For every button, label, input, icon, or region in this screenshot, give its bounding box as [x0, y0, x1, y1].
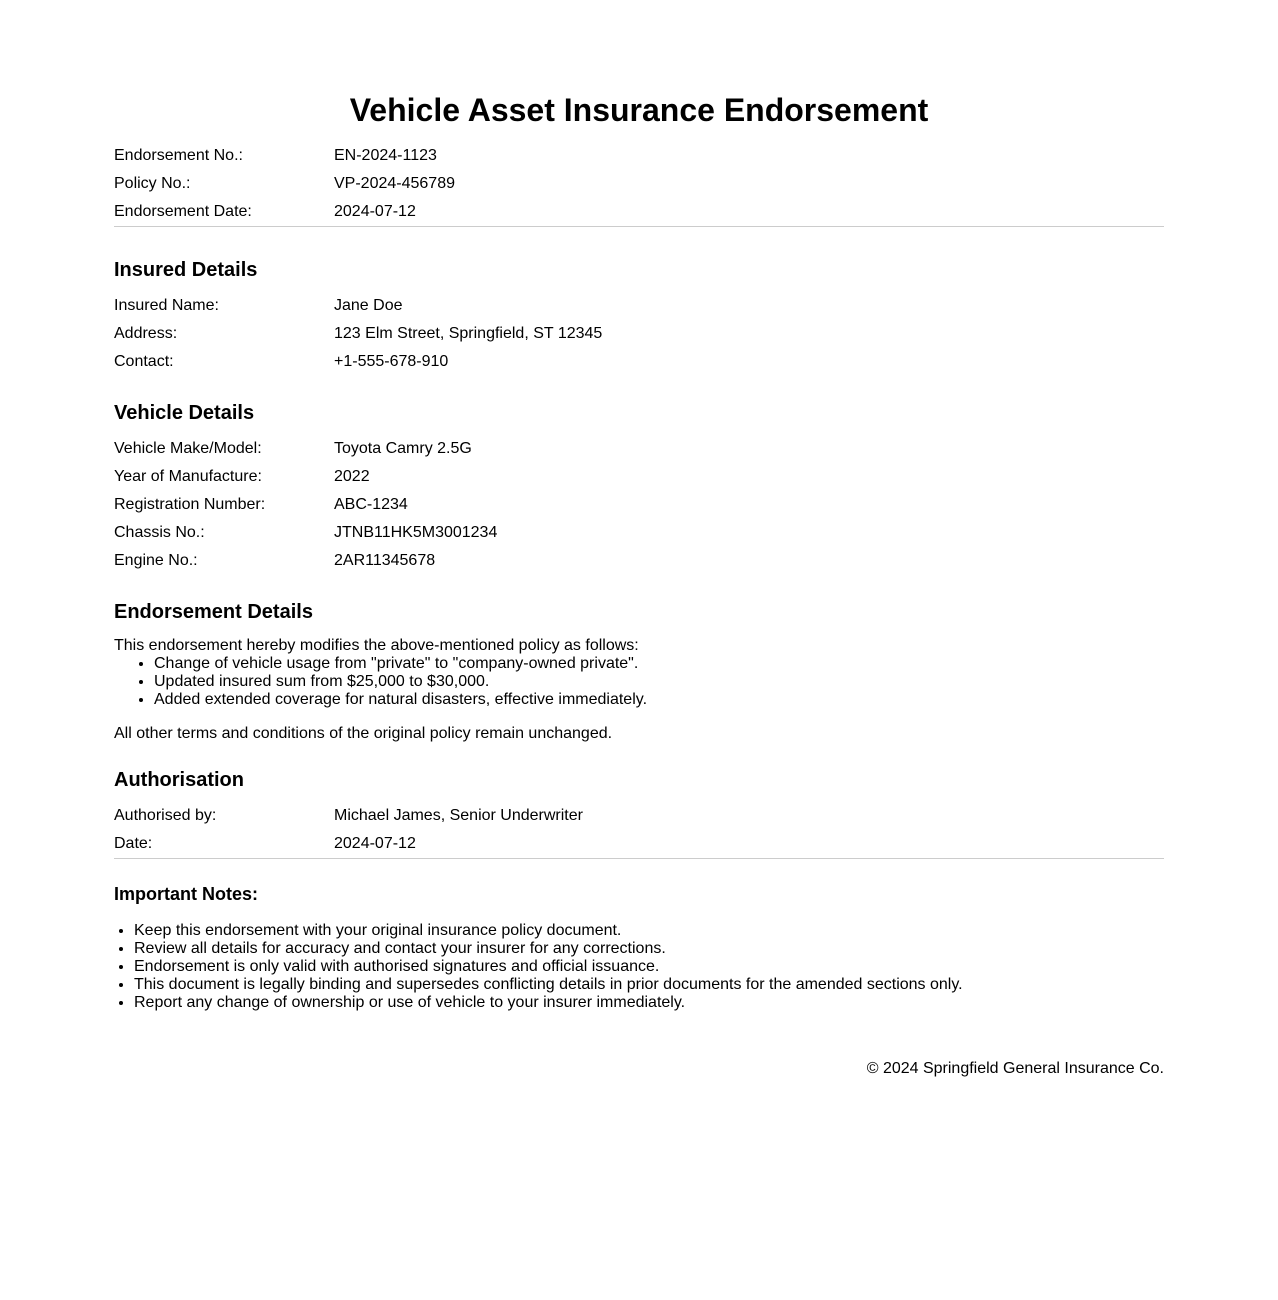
divider [114, 858, 1164, 859]
notes-heading: Important Notes: [114, 884, 258, 904]
authorised-by-value: Michael James, Senior Underwriter [334, 807, 583, 824]
year-value: 2022 [334, 468, 370, 485]
divider [114, 226, 1164, 227]
section-heading: Authorisation [114, 769, 244, 791]
chassis-row [114, 519, 1164, 547]
list-item: • Updated insured sum from $25,000 to $30,000. [154, 673, 1164, 691]
list-item: • Added extended coverage for natural disasters, effective immediately. [154, 691, 1164, 709]
field-label: Year of Manufacture: [114, 468, 262, 485]
field-label: Authorised by: [114, 807, 217, 824]
registration-row [114, 491, 1164, 519]
registration-value: ABC-1234 [334, 496, 408, 513]
endorsement-no-value: EN-2024-1123 [334, 147, 437, 164]
copyright-footer: © 2024 Springfield General Insurance Co. [866, 1060, 1164, 1077]
year-row [114, 463, 1164, 491]
engine-value: 2AR11345678 [334, 552, 436, 569]
field-label: Endorsement Date: [114, 203, 252, 220]
endorsement-date-row [114, 198, 1164, 226]
insured-name-value: Jane Doe [334, 297, 403, 314]
insured-details-section [114, 256, 1164, 376]
authorisation-date-value: 2024-07-12 [334, 835, 416, 852]
endorsement-outro: All other terms and conditions of the original policy remain unchanged. [114, 725, 613, 742]
engine-row [114, 547, 1164, 575]
vehicle-fields [114, 435, 1164, 575]
endorsement-document [114, 0, 1164, 1078]
authorised-by-row [114, 802, 1164, 830]
section-heading: Insured Details [114, 259, 258, 281]
authorisation-fields [114, 802, 1164, 858]
document-title: Vehicle Asset Insurance Endorsement [349, 92, 929, 128]
policy-no-value: VP-2024-456789 [334, 175, 455, 192]
field-label: Contact: [114, 353, 174, 370]
policy-no-row [114, 170, 1164, 198]
list-item: • Keep this endorsement with your original insurance policy document. [134, 922, 1164, 940]
list-item: • Change of vehicle usage from "private" to "company-owned private". [154, 655, 1164, 673]
list-item: • Endorsement is only valid with authorised signatures and official issuance. [134, 958, 1164, 976]
address-value: 123 Elm Street, Springfield, ST 12345 [334, 325, 603, 342]
list-item: • Report any change of ownership or use of vehicle to your insurer immediately. [134, 994, 1164, 1012]
vehicle-details-section [114, 399, 1164, 575]
list-item: • This document is legally binding and supersedes conflicting details in prior documents for the amended sections only. [134, 976, 1164, 994]
address-row [114, 320, 1164, 348]
header-fields [114, 142, 1164, 226]
make-model-value: Toyota Camry 2.5G [334, 440, 472, 457]
make-model-row [114, 435, 1164, 463]
important-notes-section [114, 882, 1164, 1012]
contact-value: +1-555-678-910 [334, 353, 449, 370]
field-label: Engine No.: [114, 552, 198, 569]
insured-name-row [114, 292, 1164, 320]
notes-list [114, 922, 1164, 1012]
endorsement-intro: This endorsement hereby modifies the above-mentioned policy as follows: [114, 637, 639, 654]
field-label: Registration Number: [114, 496, 266, 513]
field-label: Address: [114, 325, 178, 342]
endorsement-changes-list [114, 655, 1164, 709]
field-label: Chassis No.: [114, 524, 205, 541]
authorisation-date-row [114, 830, 1164, 858]
endorsement-date-value: 2024-07-12 [334, 203, 416, 220]
field-label: Insured Name: [114, 297, 219, 314]
field-label: Endorsement No.: [114, 147, 243, 164]
endorsement-no-row [114, 142, 1164, 170]
endorsement-details-section [114, 598, 1164, 743]
field-label: Date: [114, 835, 153, 852]
section-heading: Vehicle Details [114, 402, 255, 424]
authorisation-section [114, 766, 1164, 858]
insured-fields [114, 292, 1164, 376]
section-heading: Endorsement Details [114, 601, 313, 623]
chassis-value: JTNB11HK5M3001234 [334, 524, 498, 541]
field-label: Vehicle Make/Model: [114, 440, 262, 457]
list-item: • Review all details for accuracy and contact your insurer for any corrections. [134, 940, 1164, 958]
field-label: Policy No.: [114, 175, 191, 192]
contact-row [114, 348, 1164, 376]
